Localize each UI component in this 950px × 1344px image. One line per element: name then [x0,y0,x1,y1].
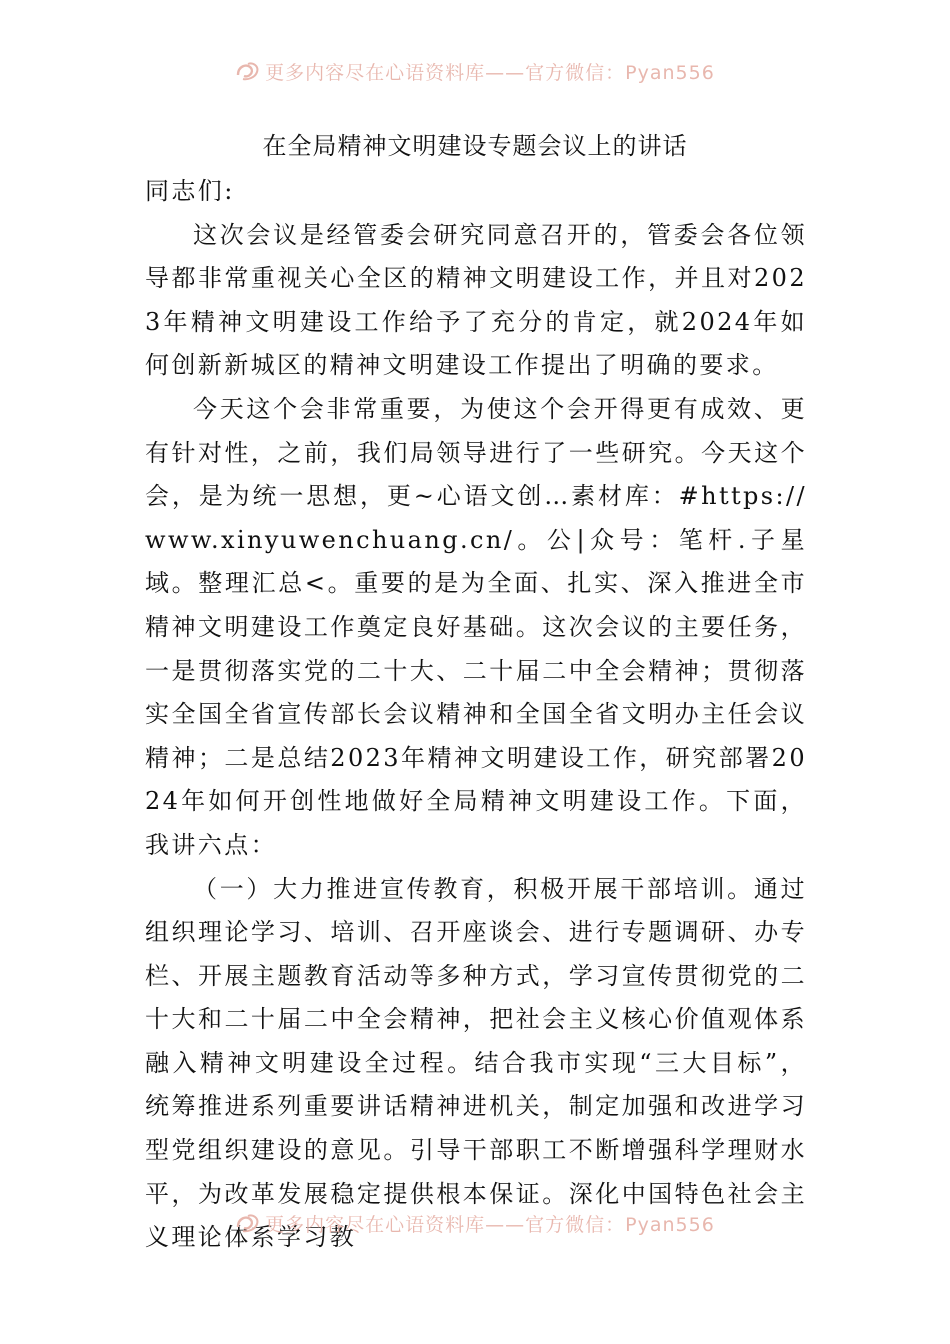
watermark-logo-icon [235,60,261,87]
watermark-header [0,58,950,87]
salutation: 同志们: [145,177,235,205]
paragraph-3: （一）大力推进宣传教育，积极开展干部培训。通过组织理论学习、培训、召开座谈会、进行专题调研、办专栏、开展主题教育活动等多种方式，学习宣传贯彻党的二十大和二十届二中全会精神，把社会主义核心价值观体系融入精神文明建设全过程。结合我市实现“三大目标”，统筹推进系列重要讲话精神进机关，制定加强和改进学习型党组织建设的意见。引导干部职工不断增强科学理财水平，为改革发展稳定提供根本保证。深化中国特色社会主义理论体系学习教 [145,874,807,1252]
paragraph-1: 这次会议是经管委会研究同意召开的，管委会各位领导都非常重视关心全区的精神文明建设工作，并且对2023年精神文明建设工作给予了充分的肯定，就2024年如何创新新城区的精神文明建设工作提出了明确的要求。 [145,220,807,380]
document-title: 在全局精神文明建设专题会议上的讲话 [262,132,688,160]
document-body [145,170,807,1260]
watermark-text: 更多内容尽在心语资料库——官方微信：Pyan556 [265,62,715,84]
watermark-text: 更多内容尽在心语资料库——官方微信：Pyan556 [265,1214,715,1236]
watermark-logo-icon [235,1212,261,1239]
paragraph-2: 今天这个会非常重要，为使这个会开得更有成效、更有针对性，之前，我们局领导进行了一些研究。今天这个会，是为统一思想，更~心语文创…素材库：#https://www.xinyuwenchuang.cn/。公|众号：笔杆.子星域。整理汇总<。重要的是为全面、扎实、深入推进全市精神文明建设工作奠定良好基础。这次会议的主要任务，一是贯彻落实党的二十大、二十届二中全会精神；贯彻落实全国全省宣传部长会议精神和全国全省文明办主任会议精神；二是总结2023年精神文明建设工作，研究部署2024年如何开创性地做好全局精神文明建设工作。下面，我讲六点： [145,394,807,859]
watermark-footer [0,1210,950,1239]
